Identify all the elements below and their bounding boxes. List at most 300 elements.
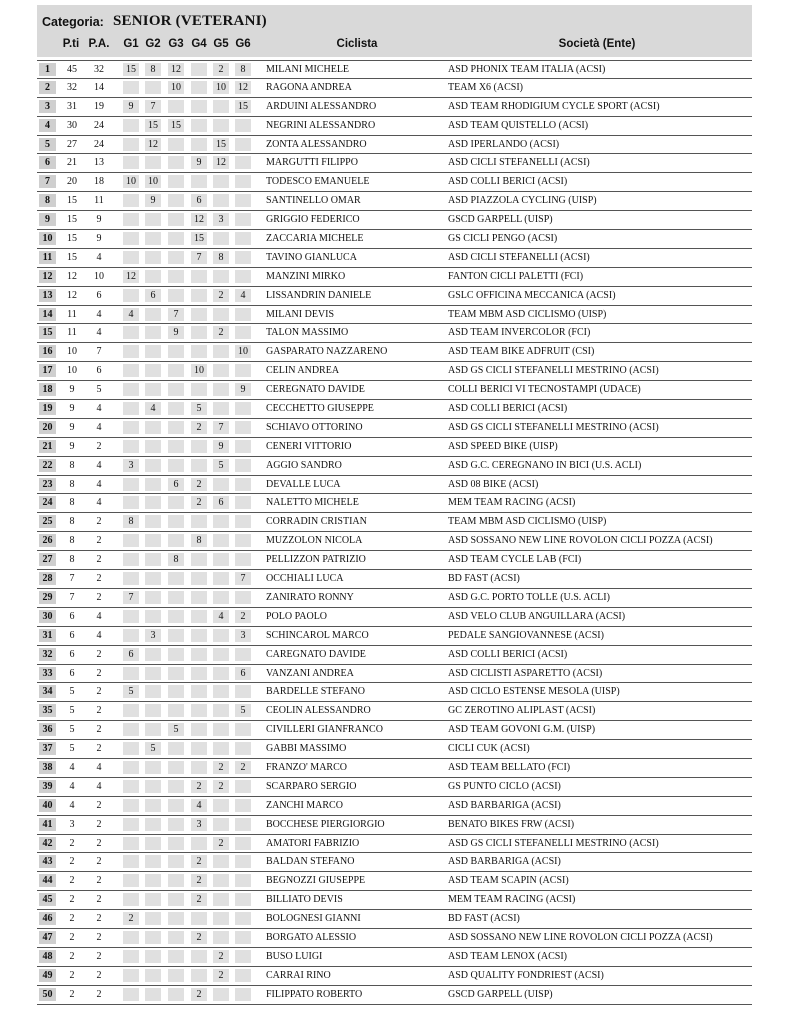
pa-cell: 2 <box>96 686 102 698</box>
g2-cell <box>145 610 161 623</box>
g4-cell <box>191 591 207 604</box>
pa-cell: 2 <box>96 856 102 868</box>
cyclist-name: ZACCARIA MICHELE <box>266 233 364 245</box>
team-name: ASD TEAM INVERCOLOR (FCI) <box>448 327 591 339</box>
g2-cell <box>145 496 161 509</box>
g1-cell <box>123 818 139 831</box>
pa-cell: 4 <box>96 327 102 339</box>
cyclist-name: BOCCHESE PIERGIORGIO <box>266 818 385 830</box>
g1-cell <box>123 364 139 377</box>
g6-cell: 9 <box>235 383 251 396</box>
g3-cell <box>168 383 184 396</box>
g6-cell <box>235 496 251 509</box>
cyclist-name: MUZZOLON NICOLA <box>266 535 363 547</box>
rank-cell: 46 <box>39 912 56 925</box>
rank-cell: 23 <box>39 478 56 491</box>
rank-cell: 20 <box>39 421 56 434</box>
g5-cell <box>213 723 229 736</box>
column-header-g4: G4 <box>191 38 207 50</box>
g2-cell: 15 <box>145 119 161 132</box>
g2-cell <box>145 799 161 812</box>
points-cell: 27 <box>67 138 77 150</box>
g5-cell <box>213 364 229 377</box>
g6-cell <box>235 421 251 434</box>
cyclist-name: NALETTO MICHELE <box>266 497 359 509</box>
g3-cell: 7 <box>168 308 184 321</box>
cyclist-name: TODESCO EMANUELE <box>266 176 370 188</box>
g1-cell: 9 <box>123 100 139 113</box>
g5-cell <box>213 572 229 585</box>
rank-cell: 34 <box>39 685 56 698</box>
g5-cell: 2 <box>213 837 229 850</box>
g5-cell: 2 <box>213 950 229 963</box>
g6-cell <box>235 459 251 472</box>
rank-cell: 12 <box>39 270 56 283</box>
g5-cell <box>213 534 229 547</box>
category-label: Categoria: <box>42 15 104 29</box>
g6-cell: 15 <box>235 100 251 113</box>
points-cell: 5 <box>69 743 75 755</box>
g6-cell <box>235 553 251 566</box>
g5-cell <box>213 704 229 717</box>
g6-cell <box>235 591 251 604</box>
g1-cell <box>123 478 139 491</box>
g4-cell: 3 <box>191 818 207 831</box>
rank-cell: 26 <box>39 534 56 547</box>
cyclist-name: TALON MASSIMO <box>266 327 349 339</box>
pa-cell: 6 <box>96 289 102 301</box>
cyclist-name: BALDAN STEFANO <box>266 856 355 868</box>
g4-cell <box>191 63 207 76</box>
points-cell: 7 <box>69 573 75 585</box>
g6-cell <box>235 478 251 491</box>
rank-cell: 33 <box>39 667 56 680</box>
rank-cell: 28 <box>39 572 56 585</box>
table-row <box>37 211 752 230</box>
g4-cell <box>191 837 207 850</box>
g5-cell: 2 <box>213 326 229 339</box>
table-row <box>37 476 752 495</box>
g6-cell <box>235 251 251 264</box>
pa-cell: 2 <box>96 667 102 679</box>
cyclist-name: SCHINCAROL MARCO <box>266 629 369 641</box>
rank-cell: 45 <box>39 893 56 906</box>
pa-cell: 2 <box>96 894 102 906</box>
rank-cell: 17 <box>39 364 56 377</box>
g4-cell <box>191 119 207 132</box>
g3-cell <box>168 704 184 717</box>
g1-cell: 7 <box>123 591 139 604</box>
table-row <box>37 967 752 986</box>
g5-cell <box>213 232 229 245</box>
table-row <box>37 438 752 457</box>
rank-cell: 43 <box>39 855 56 868</box>
g1-cell: 8 <box>123 515 139 528</box>
g4-cell: 2 <box>191 988 207 1001</box>
g4-cell <box>191 704 207 717</box>
g4-cell: 6 <box>191 194 207 207</box>
g4-cell <box>191 969 207 982</box>
g2-cell <box>145 440 161 453</box>
g4-cell <box>191 723 207 736</box>
points-cell: 5 <box>69 686 75 698</box>
pa-cell: 4 <box>96 403 102 415</box>
team-name: ASD PHONIX TEAM ITALIA (ACSI) <box>448 64 606 75</box>
g2-cell <box>145 818 161 831</box>
g3-cell <box>168 534 184 547</box>
points-cell: 9 <box>69 440 75 452</box>
g6-cell <box>235 308 251 321</box>
rank-cell: 32 <box>39 648 56 661</box>
pa-cell: 2 <box>96 988 102 1000</box>
cyclist-name: BEGNOZZI GIUSEPPE <box>266 875 366 887</box>
pa-cell: 32 <box>94 64 104 75</box>
cyclist-name: CENERI VITTORIO <box>266 440 352 452</box>
pa-cell: 24 <box>94 119 104 131</box>
g1-cell <box>123 534 139 547</box>
g3-cell <box>168 440 184 453</box>
g6-cell: 7 <box>235 572 251 585</box>
pa-cell: 19 <box>94 100 104 112</box>
g2-cell: 5 <box>145 742 161 755</box>
g4-cell <box>191 459 207 472</box>
g6-cell <box>235 931 251 944</box>
column-header-ciclista: Ciclista <box>336 38 378 50</box>
g5-cell: 6 <box>213 496 229 509</box>
points-cell: 15 <box>67 251 77 263</box>
points-cell: 2 <box>69 837 75 849</box>
g5-cell: 7 <box>213 421 229 434</box>
points-cell: 6 <box>69 648 75 660</box>
g2-cell <box>145 421 161 434</box>
g1-cell <box>123 138 139 151</box>
g3-cell: 5 <box>168 723 184 736</box>
g6-cell <box>235 232 251 245</box>
g6-cell <box>235 326 251 339</box>
team-name: ASD COLLI BERICI (ACSI) <box>448 176 568 188</box>
g4-cell <box>191 100 207 113</box>
points-cell: 21 <box>67 157 77 169</box>
g1-cell <box>123 704 139 717</box>
g1-cell: 15 <box>123 63 139 76</box>
table-row <box>37 494 752 513</box>
g1-cell <box>123 383 139 396</box>
table-row <box>37 400 752 419</box>
cyclist-name: MARGUTTI FILIPPO <box>266 157 358 169</box>
table-row <box>37 136 752 155</box>
g6-cell <box>235 175 251 188</box>
pa-cell: 2 <box>96 799 102 811</box>
table-row <box>37 381 752 400</box>
g2-cell <box>145 591 161 604</box>
pa-cell: 2 <box>96 440 102 452</box>
g4-cell: 2 <box>191 874 207 887</box>
points-cell: 45 <box>67 64 77 75</box>
rank-cell: 1 <box>39 63 56 76</box>
g3-cell: 10 <box>168 81 184 94</box>
table-row <box>37 268 752 287</box>
cyclist-name: TAVINO GIANLUCA <box>266 251 357 263</box>
g2-cell <box>145 534 161 547</box>
g2-cell <box>145 345 161 358</box>
points-cell: 5 <box>69 705 75 717</box>
cyclist-name: VANZANI ANDREA <box>266 667 354 679</box>
g2-cell <box>145 213 161 226</box>
table-row <box>37 986 752 1005</box>
pa-cell: 11 <box>94 195 104 207</box>
points-cell: 4 <box>69 761 75 773</box>
points-cell: 6 <box>69 667 75 679</box>
points-cell: 9 <box>69 421 75 433</box>
g3-cell <box>168 138 184 151</box>
g2-cell <box>145 761 161 774</box>
g1-cell: 10 <box>123 175 139 188</box>
points-cell: 11 <box>67 327 77 339</box>
pa-cell: 13 <box>94 157 104 169</box>
column-header-g3: G3 <box>168 38 184 50</box>
g4-cell <box>191 912 207 925</box>
g3-cell <box>168 780 184 793</box>
cyclist-name: CARRAI RINO <box>266 969 331 981</box>
team-name: ASD GS CICLI STEFANELLI MESTRINO (ACSI) <box>448 837 659 849</box>
g3-cell <box>168 648 184 661</box>
points-cell: 6 <box>69 610 75 622</box>
points-cell: 30 <box>67 119 77 131</box>
cyclist-name: AGGIO SANDRO <box>266 459 342 471</box>
points-cell: 8 <box>69 478 75 490</box>
team-name: ASD CICLO ESTENSE MESOLA (UISP) <box>448 686 620 698</box>
g2-cell <box>145 855 161 868</box>
table-row <box>37 192 752 211</box>
rank-cell: 10 <box>39 232 56 245</box>
g2-cell <box>145 912 161 925</box>
table-row <box>37 778 752 797</box>
table-row <box>37 249 752 268</box>
table-row <box>37 513 752 532</box>
team-name: BD FAST (ACSI) <box>448 913 520 925</box>
g3-cell <box>168 874 184 887</box>
rank-cell: 48 <box>39 950 56 963</box>
team-name: ASD GS CICLI STEFANELLI MESTRINO (ACSI) <box>448 421 659 433</box>
points-cell: 2 <box>69 969 75 981</box>
g6-cell: 12 <box>235 81 251 94</box>
pa-cell: 2 <box>96 950 102 962</box>
g4-cell: 15 <box>191 232 207 245</box>
cyclist-name: ZANCHI MARCO <box>266 799 343 811</box>
team-name: ASD SOSSANO NEW LINE ROVOLON CICLI POZZA (ACSI) <box>448 931 713 943</box>
cyclist-name: BUSO LUIGI <box>266 950 323 962</box>
table-row <box>37 891 752 910</box>
points-cell: 9 <box>69 384 75 396</box>
g4-cell <box>191 685 207 698</box>
g1-cell <box>123 496 139 509</box>
g2-cell <box>145 874 161 887</box>
pa-cell: 2 <box>96 931 102 943</box>
pa-cell: 18 <box>94 176 104 188</box>
g5-cell <box>213 912 229 925</box>
points-cell: 2 <box>69 856 75 868</box>
g3-cell <box>168 270 184 283</box>
cyclist-name: FILIPPATO ROBERTO <box>266 988 363 1000</box>
g2-cell <box>145 723 161 736</box>
g5-cell <box>213 667 229 680</box>
g5-cell <box>213 799 229 812</box>
g3-cell <box>168 289 184 302</box>
rank-cell: 3 <box>39 100 56 113</box>
g2-cell <box>145 270 161 283</box>
rank-cell: 13 <box>39 289 56 302</box>
g3-cell <box>168 799 184 812</box>
team-name: ASD TEAM CYCLE LAB (FCI) <box>448 554 582 566</box>
g1-cell <box>123 610 139 623</box>
g6-cell <box>235 969 251 982</box>
table-row <box>37 835 752 854</box>
g5-cell: 2 <box>213 761 229 774</box>
column-header-g1: G1 <box>123 38 139 50</box>
g3-cell <box>168 402 184 415</box>
g1-cell <box>123 213 139 226</box>
pa-cell: 14 <box>94 81 104 93</box>
cyclist-name: CEREGNATO DAVIDE <box>266 384 365 396</box>
team-name: GSLC OFFICINA MECCANICA (ACSI) <box>448 289 616 301</box>
table-row <box>37 721 752 740</box>
rank-cell: 5 <box>39 138 56 151</box>
g3-cell <box>168 667 184 680</box>
g1-cell <box>123 421 139 434</box>
g2-cell: 12 <box>145 138 161 151</box>
g2-cell <box>145 685 161 698</box>
g6-cell <box>235 912 251 925</box>
g6-cell <box>235 988 251 1001</box>
pa-cell: 24 <box>94 138 104 150</box>
g5-cell <box>213 100 229 113</box>
g3-cell <box>168 364 184 377</box>
points-cell: 8 <box>69 535 75 547</box>
g2-cell: 4 <box>145 402 161 415</box>
pa-cell: 2 <box>96 591 102 603</box>
table-row <box>37 343 752 362</box>
table-row <box>37 60 752 79</box>
g5-cell <box>213 648 229 661</box>
g6-cell <box>235 799 251 812</box>
table-row <box>37 627 752 646</box>
g1-cell <box>123 156 139 169</box>
g3-cell <box>168 175 184 188</box>
g4-cell <box>191 308 207 321</box>
team-name: GSCD GARPELL (UISP) <box>448 214 553 226</box>
g2-cell <box>145 364 161 377</box>
team-name: ASD VELO CLUB ANGUILLARA (ACSI) <box>448 610 626 622</box>
g1-cell <box>123 572 139 585</box>
g4-cell <box>191 572 207 585</box>
g2-cell <box>145 478 161 491</box>
g3-cell <box>168 232 184 245</box>
g2-cell <box>145 251 161 264</box>
team-name: ASD G.C. CEREGNANO IN BICI (U.S. ACLI) <box>448 459 642 471</box>
g2-cell <box>145 515 161 528</box>
g1-cell <box>123 289 139 302</box>
g3-cell <box>168 629 184 642</box>
g4-cell: 2 <box>191 931 207 944</box>
g1-cell: 4 <box>123 308 139 321</box>
team-name: ASD TEAM BIKE ADFRUIT (CSI) <box>448 346 595 358</box>
rank-cell: 35 <box>39 704 56 717</box>
team-name: ASD BARBARIGA (ACSI) <box>448 856 561 868</box>
points-cell: 2 <box>69 894 75 906</box>
g5-cell: 8 <box>213 251 229 264</box>
g4-cell <box>191 326 207 339</box>
g1-cell <box>123 988 139 1001</box>
rank-cell: 19 <box>39 402 56 415</box>
cyclist-name: CECCHETTO GIUSEPPE <box>266 403 374 415</box>
g1-cell <box>123 761 139 774</box>
rank-cell: 47 <box>39 931 56 944</box>
g2-cell <box>145 232 161 245</box>
points-cell: 8 <box>69 516 75 528</box>
g6-cell <box>235 534 251 547</box>
g4-cell: 2 <box>191 893 207 906</box>
g4-cell: 2 <box>191 780 207 793</box>
g4-cell: 2 <box>191 496 207 509</box>
points-cell: 8 <box>69 554 75 566</box>
g3-cell <box>168 912 184 925</box>
pa-cell: 2 <box>96 724 102 736</box>
g6-cell <box>235 213 251 226</box>
team-name: ASD QUALITY FONDRIEST (ACSI) <box>448 969 604 981</box>
table-header <box>37 5 752 57</box>
g6-cell: 8 <box>235 63 251 76</box>
g5-cell: 4 <box>213 610 229 623</box>
g4-cell: 2 <box>191 421 207 434</box>
points-cell: 20 <box>67 176 77 188</box>
cyclist-name: SANTINELLO OMAR <box>266 195 361 207</box>
g3-cell <box>168 950 184 963</box>
g5-cell: 3 <box>213 213 229 226</box>
table-row <box>37 230 752 249</box>
team-name: ASD G.C. PORTO TOLLE (U.S. ACLI) <box>448 591 610 603</box>
g2-cell <box>145 950 161 963</box>
g2-cell <box>145 553 161 566</box>
cyclist-name: GRIGGIO FEDERICO <box>266 214 360 226</box>
g5-cell <box>213 818 229 831</box>
g5-cell <box>213 402 229 415</box>
team-name: ASD COLLI BERICI (ACSI) <box>448 403 568 415</box>
g3-cell <box>168 988 184 1001</box>
rank-cell: 21 <box>39 440 56 453</box>
rank-cell: 8 <box>39 194 56 207</box>
g3-cell: 12 <box>168 63 184 76</box>
cyclist-name: LISSANDRIN DANIELE <box>266 289 372 301</box>
table-row <box>37 929 752 948</box>
table-row <box>37 589 752 608</box>
g3-cell <box>168 837 184 850</box>
g3-cell <box>168 761 184 774</box>
table-row <box>37 306 752 325</box>
g4-cell <box>191 515 207 528</box>
table-row <box>37 287 752 306</box>
rank-cell: 38 <box>39 761 56 774</box>
g6-cell <box>235 364 251 377</box>
g6-cell <box>235 893 251 906</box>
g5-cell <box>213 591 229 604</box>
team-name: ASD SPEED BIKE (UISP) <box>448 440 558 452</box>
pa-cell: 4 <box>96 629 102 641</box>
g6-cell <box>235 837 251 850</box>
g2-cell <box>145 156 161 169</box>
team-name: ASD CICLI STEFANELLI (ACSI) <box>448 251 590 263</box>
points-cell: 31 <box>67 100 77 112</box>
pa-cell: 2 <box>96 573 102 585</box>
